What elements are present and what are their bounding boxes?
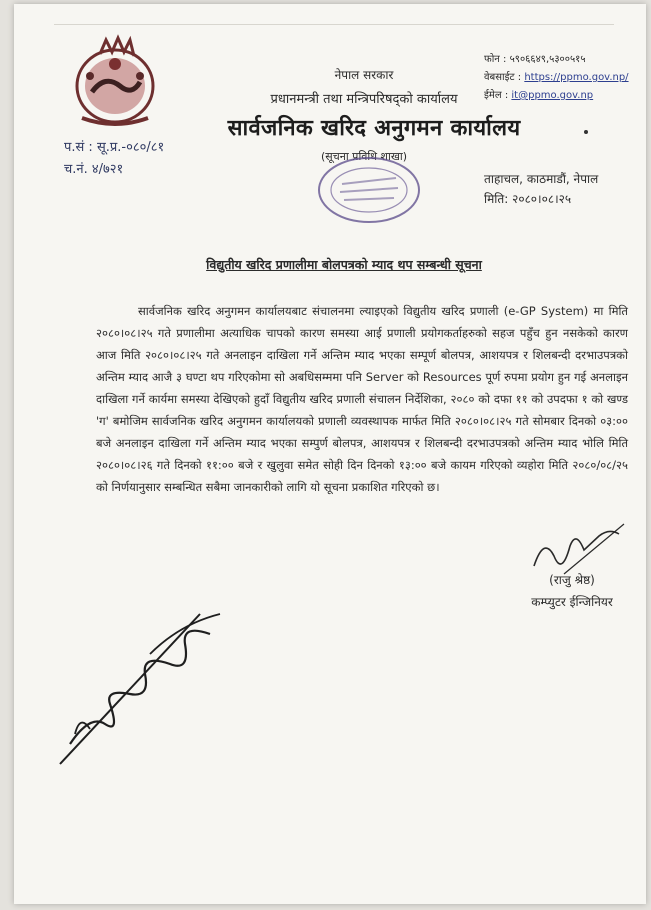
notice-subject: विद्युतीय खरिद प्रणालीमा बोलपत्रको म्याद थप सम्बन्धी सूचना: [206, 257, 482, 272]
phone-text: फोन : ५९०६६४९,५३००५१५: [484, 54, 586, 65]
nepal-emblem-icon: [70, 34, 160, 130]
section-name: (सूचना प्रविधि शाखा): [321, 150, 407, 163]
letter-number: प.सं : सू.प्र.-०८०/८१: [64, 140, 165, 155]
email-link[interactable]: it@ppmo.gov.np: [511, 90, 594, 101]
ministry-name: प्रधानमन्त्री तथा मन्त्रिपरिषद्को कार्यालय: [270, 92, 458, 107]
reference-block: [64, 137, 164, 181]
location-block: [484, 169, 598, 209]
ink-dot: [584, 130, 588, 134]
signer-name: (राजु श्रेष्ठ): [549, 573, 595, 587]
email-label: ईमेल :: [484, 90, 509, 101]
office-name: सार्वजनिक खरिद अनुगमन कार्यालय: [227, 116, 521, 141]
contact-block: [484, 51, 651, 105]
signer-title: कम्प्युटर ईन्जिनियर: [531, 595, 613, 609]
website-row: [484, 69, 651, 87]
dispatch-number: च.नं. ४/७२१: [64, 162, 124, 177]
notice-letter: [14, 4, 646, 904]
website-label: वेबसाईट :: [484, 72, 522, 83]
body-paragraph: सार्वजनिक खरिद अनुगमन कार्यालयबाट संचालनमा ल्याइएको विद्युतीय खरिद प्रणाली (e-GP System) मा मिति २०८०।०८।२५ गते प्रणालीमा अत्याधिक चापको कारण समस्या आई प्रणाली प्रयोगकर्ताहरुको सहज पहुँच हुन नसकेको कारण आज मिति २०८०।०८।२५ गते अनलाइन दाखिला गर्ने अन्तिम म्याद भएका सम्पूर्ण बोलपत्र, आशयपत्र र शिलबन्दी दरभाउपत्रको अन्तिम म्याद आजै ३ घण्टा थप गरिएकोमा सो अबधिसम्ममा पनि Server को Resources पूर्ण रुपमा प्रयोग हुन गई अनलाइन दाखिला गर्ने कार्यमा समस्या देखिएको हुदाँ विद्युतीय खरिद प्रणाली संचालन निर्देशिका, २०८० को दफा ११ को उपदफा १ को खण्ड 'ग' बमोजिम सार्वजनिक खरिद अनुगमन कार्यालयको प्रणाली व्यवस्थापक मार्फत मिति २०८०।०८।२५ गते सोमबार दिनको ०३:०० बजे अनलाइन दाखिला गर्ने अन्तिम म्याद भएका सम्पुर्ण बोलपत्र, आशयपत्र र शिलबन्दी दरभाउपत्रको अन्तिम म्याद भोलि मिति २०८०।०८।२६ गते दिनको ११:०० बजे र खुलुवा समेत सोही दिन दिनको १३:०० बजे कायम गरिएको व्यहोरा मिति २०८०/०८/२५ को निर्णयानुसार सम्बन्धित सबैमा जानकारीको लागि यो सूचना प्रकाशित गरिएको छ।: [96, 304, 628, 494]
signer-block: [492, 569, 651, 613]
office-address: ताहाचल, काठमाडौं, नेपाल: [484, 172, 599, 186]
government-name: नेपाल सरकार: [334, 68, 394, 82]
letter-date: मिति: २०८०।०८।२५: [484, 192, 572, 206]
office-stamp-icon: [314, 154, 424, 226]
email-row: [484, 87, 651, 105]
top-edge-line: [54, 24, 614, 25]
approval-signature-icon: [50, 594, 250, 774]
notice-body: [96, 300, 628, 498]
website-link[interactable]: https://ppmo.gov.np/: [524, 72, 629, 83]
